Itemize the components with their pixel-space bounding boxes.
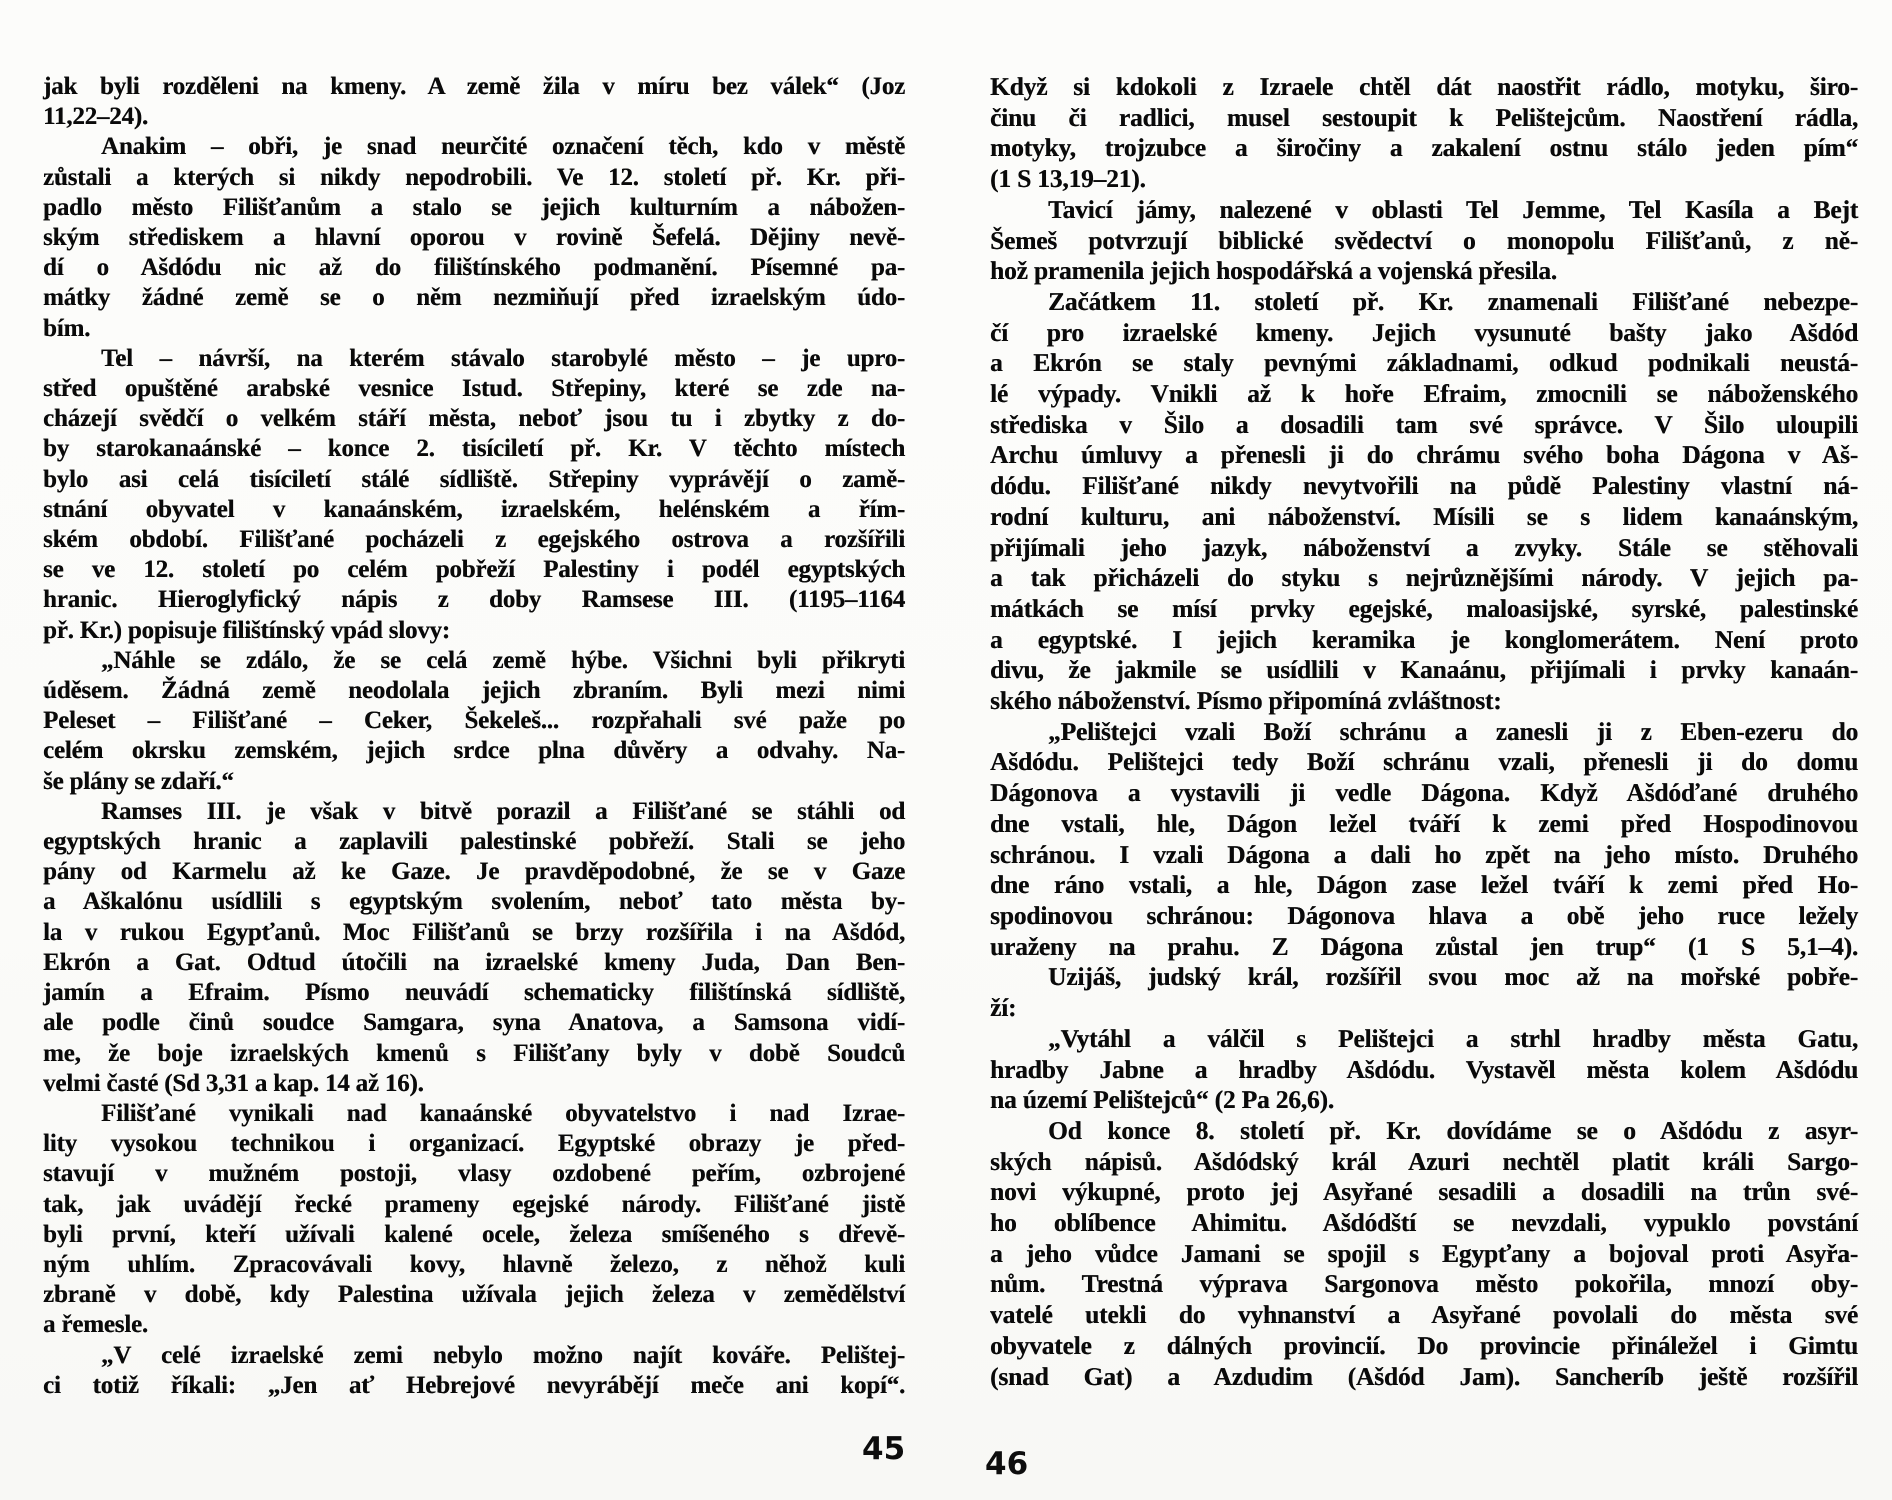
text-line: přijímali jeho jazyk, náboženství a zvyky. Stále se stěhovali <box>990 532 1858 562</box>
text-line: „V celé izraelské zemi nebylo možno najít kováře. Pelištej- <box>101 1341 905 1369</box>
text-line: a egyptské. I jejich keramika je konglomerátem. Není proto <box>990 624 1858 654</box>
text-line: lé výpady. Vnikli až k hoře Efraim, zmocnili se náboženského <box>990 379 1858 409</box>
text-line: hradby Jabne a hradby Ašdódu. Vystavěl města kolem Ašdódu <box>990 1054 1858 1084</box>
text-line: na území Pelištejců“ (2 Pa 26,6). <box>990 1085 1334 1115</box>
text-line: mátkách se mísí prvky egejské, maloasijské, syrské, palestinské <box>990 593 1858 623</box>
text-line: Ramses III. je však v bitvě porazil a Filišťané se stáhli od <box>101 797 905 825</box>
text-line: Filišťané vynikali nad kanaánské obyvatelstvo i nad Izrae- <box>101 1099 905 1127</box>
text-line: dne ráno vstali, a hle, Dágon zase ležel tváří k zemi před Ho- <box>990 870 1858 900</box>
text-line: hož pramenila jejich hospodářská a vojenská přesila. <box>990 256 1557 286</box>
text-line: lity vysokou technikou i organizací. Egyptské obrazy je před- <box>43 1130 905 1158</box>
text-line: „Pelištejci vzali Boží schránu a zanesli ji z Eben-ezeru do <box>1048 716 1858 746</box>
text-line: „Vytáhl a válčil s Pelištejci a strhl hradby města Gatu, <box>1048 1023 1858 1053</box>
text-line: dódu. Filišťané nikdy nevytvořili na půdě Palestiny vlastní ná- <box>990 471 1858 501</box>
text-line: a Ekrón se staly pevnými základnami, odkud podnikali neustá- <box>990 348 1858 378</box>
text-line: př. Kr.) popisuje filištínský vpád slovy: <box>43 616 450 644</box>
text-line: še plány se zdaří.“ <box>43 767 234 795</box>
text-line: Od konce 8. století př. Kr. dovídáme se o Ašdódu z asyr- <box>1048 1115 1858 1145</box>
text-line: úděsem. Žádná země neodolala jejich zbraním. Byli mezi nimi <box>43 677 905 705</box>
text-line: divu, že jakmile se usídlili v Kanaánu, přijímali i prvky kanaán- <box>990 655 1858 685</box>
text-line: la v rukou Egypťanů. Moc Filišťanů se brzy rozšířila i na Ašdód, <box>43 918 905 946</box>
text-line: Šemeš potvrzují biblické svědectví o monopolu Filišťanů, z ně- <box>990 225 1858 255</box>
text-line: schránou. I vzali Dágona a dali ho zpět na jeho místo. Druhého <box>990 839 1858 869</box>
text-line: ských nápisů. Ašdódský král Azuri nechtěl platit králi Sargo- <box>990 1146 1858 1176</box>
text-line: Začátkem 11. století př. Kr. znamenali Filišťané nebezpe- <box>1048 286 1858 316</box>
text-line: bylo asi celá tisíciletí stálé sídliště. Střepiny vyprávějí o zamě- <box>43 465 905 493</box>
text-line: dí o Ašdódu nic až do filištínského podmanění. Písemné pa- <box>43 254 905 282</box>
text-line: zůstali a kterých si nikdy nepodrobili. Ve 12. století př. Kr. při- <box>43 163 905 191</box>
text-line: motyky, trojzubce a širočiny a zakalení ostnu stálo jeden pím“ <box>990 133 1858 163</box>
text-line: obyvatele z dálných provincií. Do provincie přináležel i Gimtu <box>990 1330 1858 1360</box>
text-line: nům. Trestná výprava Sargonova město pokořila, mnozí oby- <box>990 1269 1858 1299</box>
text-line: velmi časté (Sd 3,31 a kap. 14 až 16). <box>43 1069 424 1097</box>
text-line: mátky žádné země se o něm nezmiňují před izraelským údo- <box>43 284 905 312</box>
text-line: ském období. Filišťané pocházeli z egejského ostrova a rozšířili <box>43 526 905 554</box>
text-line: „Náhle se zdálo, že se celá země hýbe. Všichni byli přikryti <box>101 646 905 674</box>
text-line: padlo město Filišťanům a stalo se jejich kulturním a nábožen- <box>43 193 905 221</box>
text-line: ným uhlím. Zpracovávali kovy, hlavně železo, z něhož kuli <box>43 1250 905 1278</box>
page-number-left: 45 <box>862 1431 906 1467</box>
text-line: Archu úmluvy a přenesli ji do chrámu svého boha Dágona v Aš- <box>990 440 1858 470</box>
text-line: a jeho vůdce Jamani se spojil s Egypťany a bojoval proti Asyřa- <box>990 1238 1858 1268</box>
text-line: tak, jak uvádějí řecké prameny egejské národy. Filišťané jistě <box>43 1190 905 1218</box>
text-line: rodní kulturu, ani náboženství. Mísili se s lidem kanaánským, <box>990 501 1858 531</box>
text-line: čí pro izraelské kmeny. Jejich vysunuté bašty jako Ašdód <box>990 317 1858 347</box>
text-line: 11,22–24). <box>43 103 148 131</box>
text-line: Když si kdokoli z Izraele chtěl dát naostřit rádlo, motyku, širo- <box>990 72 1858 101</box>
text-line: celém okrsku zemském, jejich srdce plna důvěry a odvahy. Na- <box>43 737 905 765</box>
text-line: Uzijáš, judský král, rozšířil svou moc až na mořské pobře- <box>1048 962 1858 992</box>
text-line: ho oblíbence Ahimitu. Ašdódští se nevzdali, vypuklo povstání <box>990 1208 1858 1238</box>
text-line: spodinovou schránou: Dágonova hlava a obě jeho ruce ležely <box>990 900 1858 930</box>
text-line: jak byli rozděleni na kmeny. A země žila v míru bez válek“ (Joz <box>43 73 905 100</box>
text-line: stavují v mužném postoji, vlasy ozdobené peřím, ozbrojené <box>43 1160 905 1188</box>
text-line: hranic. Hieroglyfický nápis z doby Ramsese III. (1195–1164 <box>43 586 905 614</box>
text-line: vatelé utekli do vyhnanství a Asyřané povolali do města své <box>990 1300 1858 1330</box>
text-line: Ašdódu. Pelištejci tedy Boží schránu vzali, přenesli ji do domu <box>990 747 1858 777</box>
text-line: uraženy na prahu. Z Dágona zůstal jen trup“ (1 S 5,1–4). <box>990 931 1858 961</box>
text-line: střed opuštěné arabské vesnice Istud. Střepiny, které se zde na- <box>43 375 905 403</box>
text-line: ským střediskem a hlavní oporou v rovině Šefelá. Dějiny nevě- <box>43 224 905 252</box>
text-line: ského náboženství. Písmo připomíná zvláštnost: <box>990 686 1502 716</box>
text-line: by starokanaánské – konce 2. tisíciletí př. Kr. V těchto místech <box>43 435 905 463</box>
text-line: střediska v Šilo a dosadili tam své správce. V Šilo uloupili <box>990 409 1858 439</box>
text-line: ci totiž říkali: „Jen ať Hebrejové nevyrábějí meče ani kopí“. <box>43 1371 905 1399</box>
text-line: ží: <box>990 993 1017 1023</box>
text-line: byli první, kteří užívali kalené ocele, železa smíšeného s dřevě- <box>43 1220 905 1248</box>
right-page-column <box>990 72 1858 1392</box>
text-line: Anakim – obři, je snad neurčité označení těch, kdo v městě <box>101 133 905 161</box>
page-number-right: 46 <box>985 1446 1029 1482</box>
text-line: me, že boje izraelských kmenů s Filišťany byly v době Soudců <box>43 1039 905 1067</box>
text-line: cházejí svědčí o velkém stáří města, neboť jsou tu i zbytky z do- <box>43 405 905 433</box>
text-line: a Aškalónu usídlili s egyptským svolením, neboť tato města by- <box>43 888 905 916</box>
text-line: a řemesle. <box>43 1311 148 1339</box>
text-line: pány od Karmelu až ke Gaze. Je pravděpodobné, že se v Gaze <box>43 858 905 886</box>
text-line: ale podle činů soudce Samgara, syna Anatova, a Samsona vidí- <box>43 1009 905 1037</box>
text-line: (snad Gat) a Azdudim (Ašdód Jam). Sancheríb ještě rozšířil <box>990 1361 1858 1391</box>
text-line: novi výkupné, proto jej Asyřané sesadili a dosadili na trůn své- <box>990 1177 1858 1207</box>
left-page-column <box>43 72 905 1401</box>
text-line: zbraně v době, kdy Palestina užívala jejich železa v zemědělství <box>43 1281 905 1309</box>
text-line: egyptských hranic a zaplavili palestinské pobřeží. Stali se jeho <box>43 828 905 856</box>
text-line: se ve 12. století po celém pobřeží Palestiny i podél egyptských <box>43 556 905 584</box>
text-line: Tavicí jámy, nalezené v oblasti Tel Jemme, Tel Kasíla a Bejt <box>1048 194 1858 224</box>
text-line: Dágonova a vystavili ji vedle Dágona. Když Ašdóďané druhého <box>990 778 1858 808</box>
text-line: a tak přicházeli do styku s nejrůznějšími národy. V jejich pa- <box>990 563 1858 593</box>
text-line: Peleset – Filišťané – Ceker, Šekeleš... rozpřahali své paže po <box>43 707 905 735</box>
text-line: stnání obyvatel v kanaánském, izraelském, helénském a řím- <box>43 495 905 523</box>
text-line: (1 S 13,19–21). <box>990 164 1146 194</box>
text-line: Ekrón a Gat. Odtud útočili na izraelské kmeny Juda, Dan Ben- <box>43 948 905 976</box>
text-line: bím. <box>43 314 91 342</box>
text-line: Tel – návrší, na kterém stávalo starobylé město – je upro- <box>101 344 905 372</box>
text-line: jamín a Efraim. Písmo neuvádí schematicky filištínská sídliště, <box>43 979 905 1007</box>
text-line: činu či radlici, musel sestoupit k Pelištejcům. Naostření rádla, <box>990 102 1858 132</box>
text-line: dne vstali, hle, Dágon ležel tváří k zemi před Hospodinovou <box>990 808 1858 838</box>
